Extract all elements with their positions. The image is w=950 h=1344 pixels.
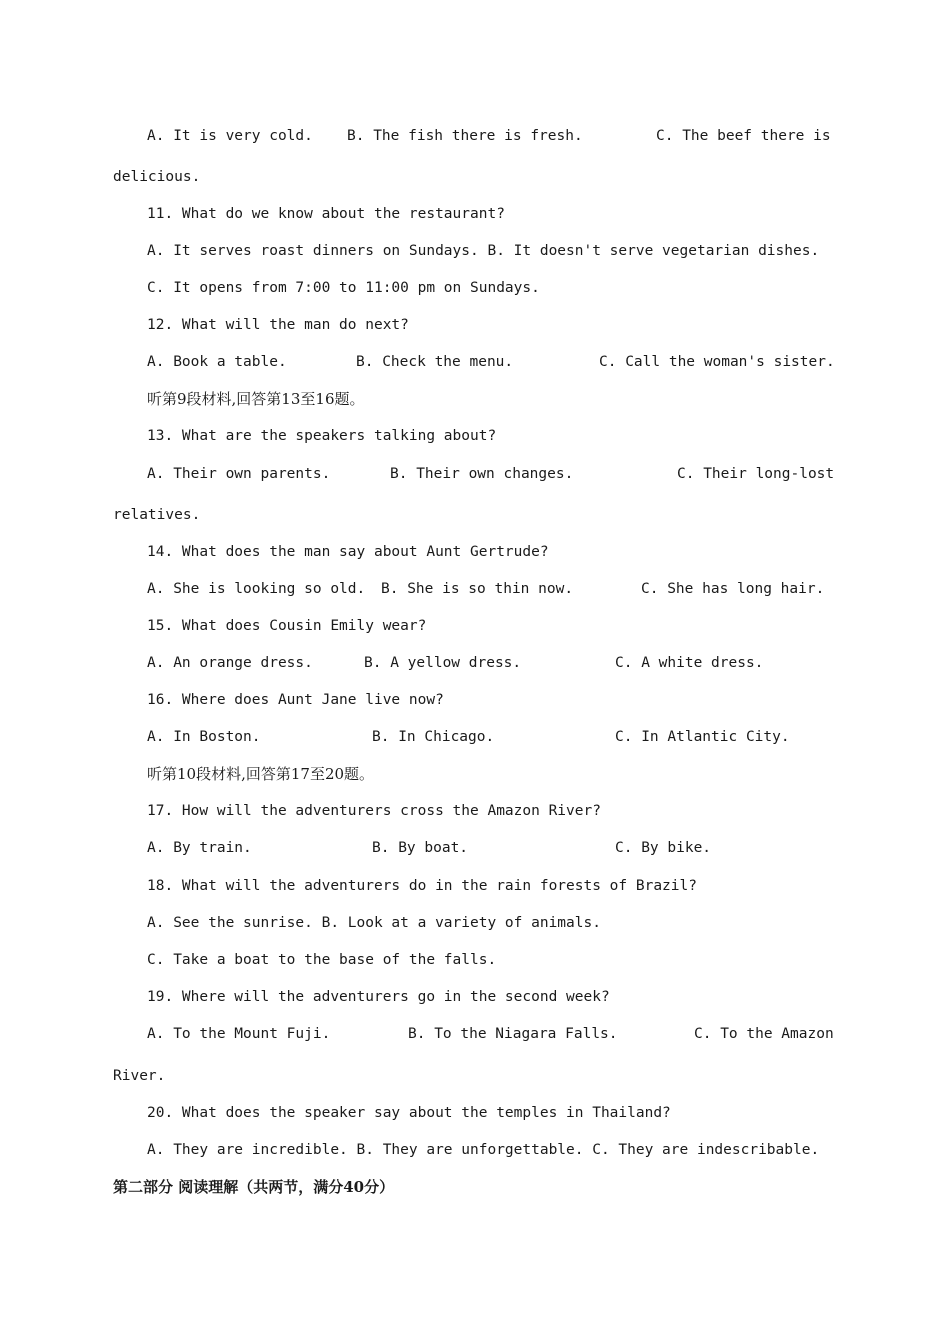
q19-stem: 19. Where will the adventurers go in the second week?	[147, 989, 610, 1005]
q18-option-c: C. Take a boat to the base of the falls.	[147, 952, 497, 968]
q11-options-ab: A. It serves roast dinners on Sundays. B. It doesn't serve vegetarian dishes.	[147, 243, 820, 259]
q16-option-c: C. In Atlantic City.	[615, 729, 790, 745]
q12-stem: 12. What will the man do next?	[147, 317, 409, 333]
q11-stem: 11. What do we know about the restaurant?	[147, 206, 505, 222]
q10-option-c-continued: delicious.	[113, 169, 201, 185]
q17-option-a: A. By train.	[147, 840, 252, 856]
q10-option-c: C. The beef there is	[656, 128, 831, 144]
q11-option-c: C. It opens from 7:00 to 11:00 pm on Sundays.	[147, 280, 540, 296]
section-9-instruction: 听第9段材料,回答第13至16题。	[147, 390, 365, 408]
q18-stem: 18. What will the adventurers do in the rain forests of Brazil?	[147, 878, 697, 894]
q13-option-c: C. Their long-lost	[677, 466, 835, 482]
q12-option-a: A. Book a table.	[147, 354, 287, 370]
q14-option-c: C. She has long hair.	[641, 581, 825, 597]
q19-option-c-continued: River.	[113, 1068, 166, 1084]
q16-stem: 16. Where does Aunt Jane live now?	[147, 692, 444, 708]
q15-option-c: C. A white dress.	[615, 655, 764, 671]
q12-option-b: B. Check the menu.	[356, 354, 514, 370]
q19-option-b: B. To the Niagara Falls.	[408, 1026, 618, 1042]
q17-option-b: B. By boat.	[372, 840, 469, 856]
q10-option-b: B. The fish there is fresh.	[347, 128, 583, 144]
section-10-instruction: 听第10段材料,回答第17至20题。	[147, 765, 375, 783]
q13-option-c-continued: relatives.	[113, 507, 201, 523]
q20-options: A. They are incredible. B. They are unforgettable. C. They are indescribable.	[147, 1142, 820, 1158]
q15-stem: 15. What does Cousin Emily wear?	[147, 618, 427, 634]
q16-option-a: A. In Boston.	[147, 729, 261, 745]
q19-option-c: C. To the Amazon	[694, 1026, 834, 1042]
q17-option-c: C. By bike.	[615, 840, 712, 856]
q14-option-a: A. She is looking so old.	[147, 581, 366, 597]
q17-stem: 17. How will the adventurers cross the Amazon River?	[147, 803, 601, 819]
q13-option-b: B. Their own changes.	[390, 466, 574, 482]
q10-option-a: A. It is very cold.	[147, 128, 313, 144]
q13-stem: 13. What are the speakers talking about?	[147, 428, 497, 444]
q15-option-a: A. An orange dress.	[147, 655, 313, 671]
q15-option-b: B. A yellow dress.	[364, 655, 522, 671]
part-2-heading: 第二部分 阅读理解（共两节，满分40分）	[113, 1178, 395, 1196]
q16-option-b: B. In Chicago.	[372, 729, 495, 745]
q12-option-c: C. Call the woman's sister.	[599, 354, 835, 370]
q14-option-b: B. She is so thin now.	[381, 581, 574, 597]
q20-stem: 20. What does the speaker say about the temples in Thailand?	[147, 1105, 671, 1121]
q19-option-a: A. To the Mount Fuji.	[147, 1026, 331, 1042]
q18-options-ab: A. See the sunrise. B. Look at a variety of animals.	[147, 915, 601, 931]
q13-option-a: A. Their own parents.	[147, 466, 331, 482]
q14-stem: 14. What does the man say about Aunt Gertrude?	[147, 544, 549, 560]
